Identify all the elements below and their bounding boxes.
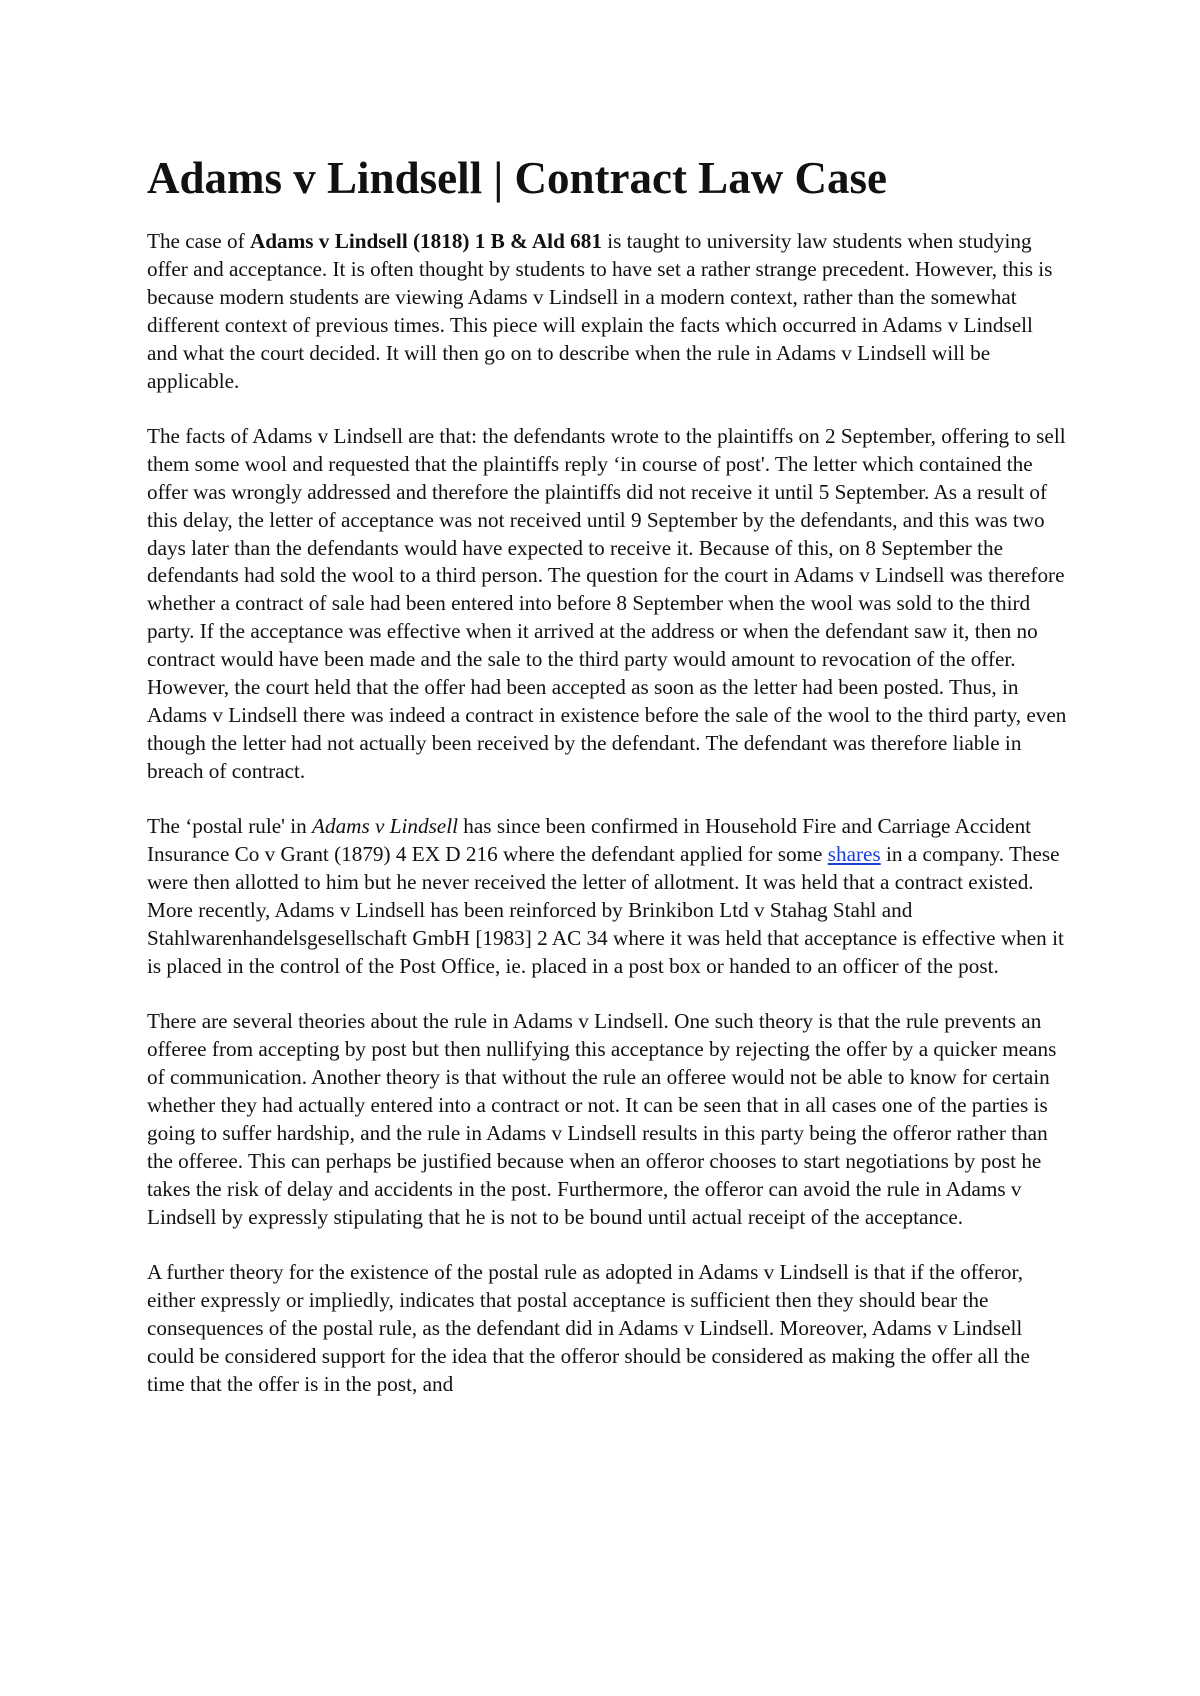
paragraph-postal-rule: [147, 813, 1067, 980]
paragraph-intro: [147, 228, 1067, 395]
case-name-italic: Adams v Lindsell: [312, 814, 458, 839]
paragraph-facts: The facts of Adams v Lindsell are that: the defendants wrote to the plaintiffs on 2 September, offering to sell them some wool and requested that the plaintiffs reply ‘in course of post'. The letter which contained the offer was wrongly addressed and therefore the plaintiffs did not receive it until 5 September. As a result of this delay, the letter of acceptance was not received until 9 September by the defendants, and this was two days later than the defendants would have expected to receive it. Because of this, on 8 September the defendants had sold the wool to a third person. The question for the court in Adams v Lindsell was therefore whether a contract of sale had been entered into before 8 September when the wool was sold to the third party. If the acceptance was effective when it arrived at the address or when the defendant saw it, then no contract would have been made and the sale to the third party would amount to revocation of the offer. However, the court held that the offer had been accepted as soon as the letter had been posted. Thus, in Adams v Lindsell there was indeed a contract in existence before the sale of the wool to the third party, even though the letter had not actually been received by the defendant. The defendant was therefore liable in breach of contract.: [147, 423, 1067, 783]
case-citation: Adams v Lindsell (1818) 1 B & Ald 681: [249, 229, 602, 253]
shares-link[interactable]: shares: [827, 842, 881, 867]
postal-rule-lead: The ‘postal rule' in: [147, 814, 313, 839]
paragraph-theories: There are several theories about the rule in Adams v Lindsell. One such theory is that the rule prevents an offeree from accepting by post but then nullifying this acceptance by rejecting the offer by a quicker means of communication. Another theory is that without the rule an offeree would not be able to know for certain whether they had actually entered into a contract or not. It can be seen that in all cases one of the parties is going to suffer hardship, and the rule in Adams v Lindsell results in this party being the offeror rather than the offeree. This can perhaps be justified because when an offeror chooses to start negotiations by post he takes the risk of delay and accidents in the post. Furthermore, the offeror can avoid the rule in Adams v Lindsell by expressly stipulating that he is not to be bound until actual receipt of the acceptance.: [147, 1009, 1057, 1229]
intro-rest: is taught to university law students when studying offer and acceptance. It is often thought by students to have set a rather strange precedent. However, this is because modern students are viewing Adams v Lindsell in a modern context, rather than the somewhat different context of previous times. This piece will explain the facts which occurred in Adams v Lindsell and what the court decided. It will then go on to describe when the rule in Adams v Lindsell will be applicable.: [147, 229, 1053, 393]
postal-rule-end: in a company. These were then allotted to him but he never received the letter of allotment. It was held that a contract existed. More recently, Adams v Lindsell has been reinforced by Brinkibon Ltd v Stahag Stahl and Stahlwarenhandelsgesellschaft GmbH [1983] 2 AC 34 where it was held that acceptance is effective when it is placed in the control of the Post Office, ie. placed in a post box or handed to an officer of the post.: [147, 842, 1064, 978]
page-title: Adams v Lindsell | Contract Law Case: [147, 153, 887, 203]
paragraph-further-theory: A further theory for the existence of the postal rule as adopted in Adams v Lindsell is that if the offeror, either expressly or impliedly, indicates that postal acceptance is sufficient then they should bear the consequences of the postal rule, as the defendant did in Adams v Lindsell. Moreover, Adams v Lindsell could be considered support for the idea that the offeror should be considered as making the offer all the time that the offer is in the post, and: [147, 1259, 1030, 1396]
document-page: [147, 150, 1067, 1426]
intro-text: The case of: [147, 229, 250, 253]
postal-rule-middle: has since been confirmed in Household Fire and Carriage Accident Insurance Co v Grant (1879) 4 EX D 216 where the defendant applied for some: [147, 814, 1032, 867]
